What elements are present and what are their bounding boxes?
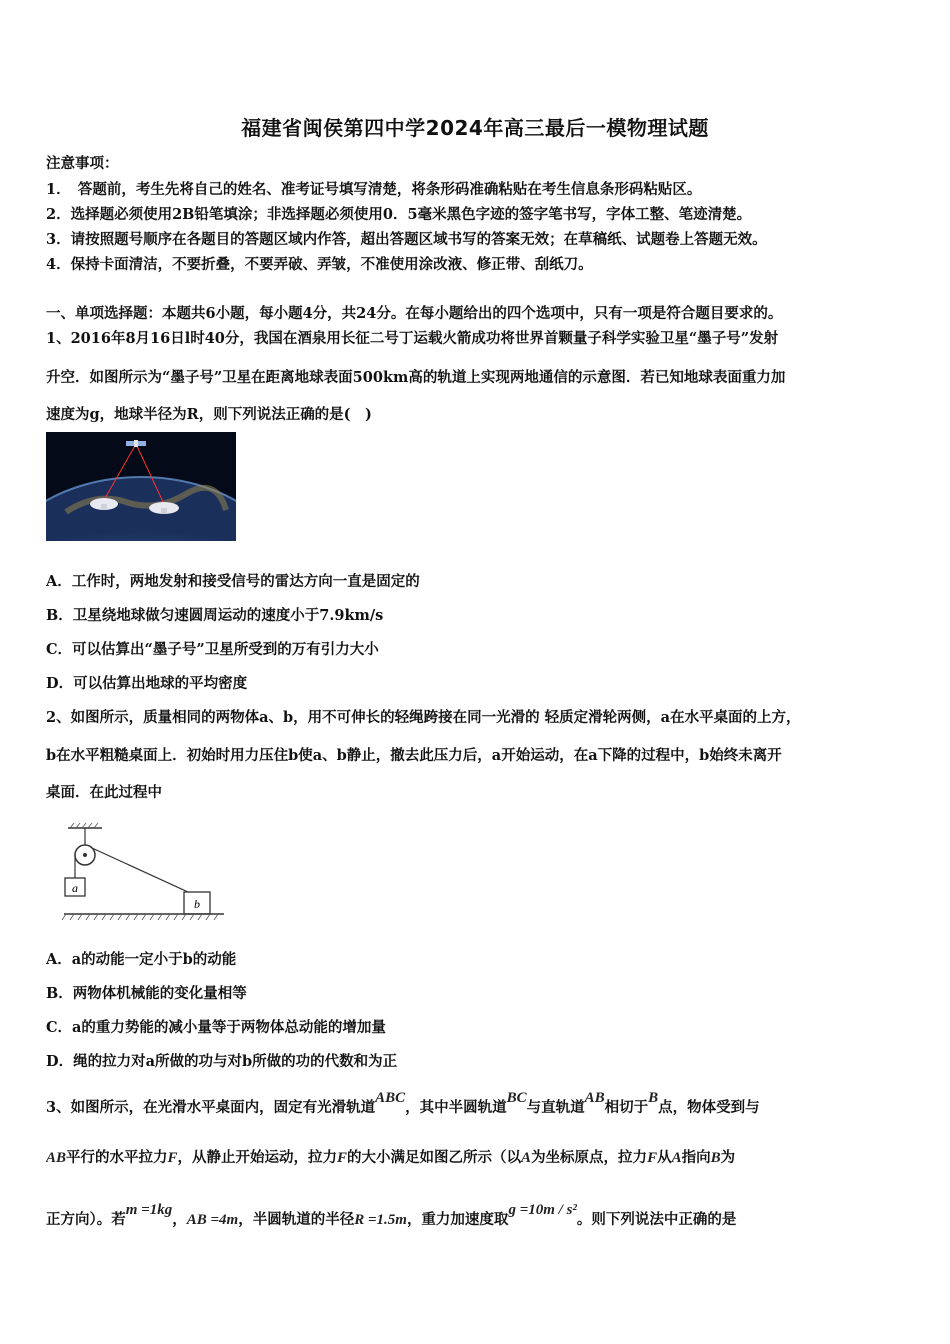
ground-station-right-icon: [149, 502, 179, 514]
q3-line-3: [46, 1202, 908, 1234]
q3-text: 的大小满足如图乙所示（以: [347, 1149, 522, 1166]
q3-text: 与直轨道: [526, 1099, 585, 1116]
rope-to-b: [92, 848, 188, 892]
math-length-ab: AB =4m: [186, 1212, 239, 1228]
table-hatch: [62, 914, 218, 920]
q1-line-1: 1、2016年8月16日l时40分，我国在酒泉用长征二号丁运载火箭成功将世界首颗量子科学实验卫星“墨子号”发射: [46, 330, 779, 347]
q3-line-1: [46, 1090, 908, 1122]
notice-item-1: 1． 答题前，考生先将自己的姓名、准考证号填写清楚，将条形码准确粘贴在考生信息条形码粘贴区。: [46, 181, 702, 198]
q2-line-2: b在水平粗糙桌面上．初始时用力压住b使a、b静止，撤去此压力后，a开始运动，在a下降的过程中，b始终未离开: [46, 747, 782, 764]
math-ab: AB: [46, 1150, 67, 1166]
q3-text: 点，物体受到与: [658, 1099, 760, 1116]
q3-text: ，半圆轨道的半径: [238, 1211, 355, 1228]
q3-text: ，其中半圆轨道: [405, 1099, 507, 1116]
q3-text: 平行的水平拉力: [66, 1149, 168, 1166]
satellite-earth-figure: [46, 432, 236, 541]
q3-text: 从: [657, 1149, 672, 1166]
q3-text: 正方向）。若: [46, 1211, 126, 1228]
q3-text: ，: [172, 1211, 187, 1228]
q1-option-b: B．卫星绕地球做匀速圆周运动的速度小于7.9km/s: [46, 607, 384, 624]
math-f: F: [167, 1150, 178, 1166]
notice-heading: 注意事项：: [46, 155, 119, 172]
notice-item-3: 3．请按照题号顺序在各题目的答题区域内作答，超出答题区域书写的答案无效；在草稿纸、试题卷上答题无效。: [46, 231, 767, 248]
q1-line-2: 升空．如图所示为“墨子号”卫星在距离地球表面500km高的轨道上实现两地通信的示意图．若已知地球表面重力加: [46, 369, 786, 386]
q3-text: ，从静止开始运动，拉力: [177, 1149, 338, 1166]
q3-text: 3、如图所示，在光滑水平桌面内，固定有光滑轨道: [46, 1099, 376, 1116]
q1-line-3: 速度为g，地球半径为R，则下列说法正确的是( ): [46, 406, 372, 423]
math-bc: BC: [506, 1090, 527, 1106]
notice-item-2: 2．选择题必须使用2B铅笔填涂；非选择题必须使用0．5毫米黑色字迹的签字笔书写，字体工整、笔迹清楚。: [46, 206, 752, 223]
q3-line-2: [46, 1146, 908, 1167]
q2-option-d: D．绳的拉力对a所做的功与对b所做的功的代数和为正: [46, 1053, 398, 1070]
q3-text: ，重力加速度取: [406, 1211, 509, 1228]
q3-text: 。则下列说法中正确的是: [576, 1211, 737, 1228]
q1-option-d: D．可以估算出地球的平均密度: [46, 675, 248, 692]
q1-option-c: C．可以估算出“墨子号”卫星所受到的万有引力大小: [46, 641, 379, 658]
math-a: A: [521, 1150, 532, 1166]
q3-text: 为: [720, 1149, 736, 1166]
ground-station-left-icon: [90, 498, 118, 510]
q2-option-a: A．a的动能一定小于b的动能: [46, 951, 237, 968]
q3-text: 指向: [681, 1149, 711, 1166]
math-mass: m =1kg: [125, 1202, 173, 1218]
notice-item-4: 4．保持卡面清洁，不要折叠，不要弄破、弄皱，不准使用涂改液、修正带、刮纸刀。: [46, 256, 593, 273]
section-heading: 一、单项选择题：本题共6小题，每小题4分，共24分。在每小题给出的四个选项中，只有一项是符合题目要求的。: [46, 305, 783, 322]
satellite-icon: [126, 440, 146, 447]
q2-line-3: 桌面．在此过程中: [46, 784, 162, 801]
math-b: B: [648, 1090, 659, 1106]
math-radius: R =1.5m: [354, 1212, 407, 1228]
math-f: F: [647, 1150, 658, 1166]
block-a-label: a: [72, 881, 78, 895]
math-f: F: [337, 1150, 348, 1166]
q2-option-b: B．两物体机械能的变化量相等: [46, 985, 247, 1002]
q2-line-1: 2、如图所示，质量相同的两物体a、b，用不可伸长的轻绳跨接在同一光滑的 轻质定滑轮两侧，a在水平桌面的上方，: [46, 709, 801, 726]
page-title: 福建省闽侯第四中学2024年高三最后一模物理试题: [241, 116, 709, 140]
pulley-figure: [60, 822, 228, 924]
math-b: B: [710, 1150, 721, 1166]
math-ab: AB: [584, 1090, 605, 1106]
pulley-axle: [83, 853, 87, 857]
q3-text: 相切于: [604, 1099, 649, 1116]
block-b-label: b: [194, 897, 200, 911]
math-a: A: [671, 1150, 682, 1166]
math-abc: ABC: [375, 1090, 406, 1106]
q2-option-c: C．a的重力势能的减小量等于两物体总动能的增加量: [46, 1019, 386, 1036]
math-gravity: g =10m / s²: [508, 1202, 577, 1218]
q1-option-a: A．工作时，两地发射和接受信号的雷达方向一直是固定的: [46, 573, 420, 590]
q3-text: 为坐标原点，拉力: [531, 1149, 648, 1166]
